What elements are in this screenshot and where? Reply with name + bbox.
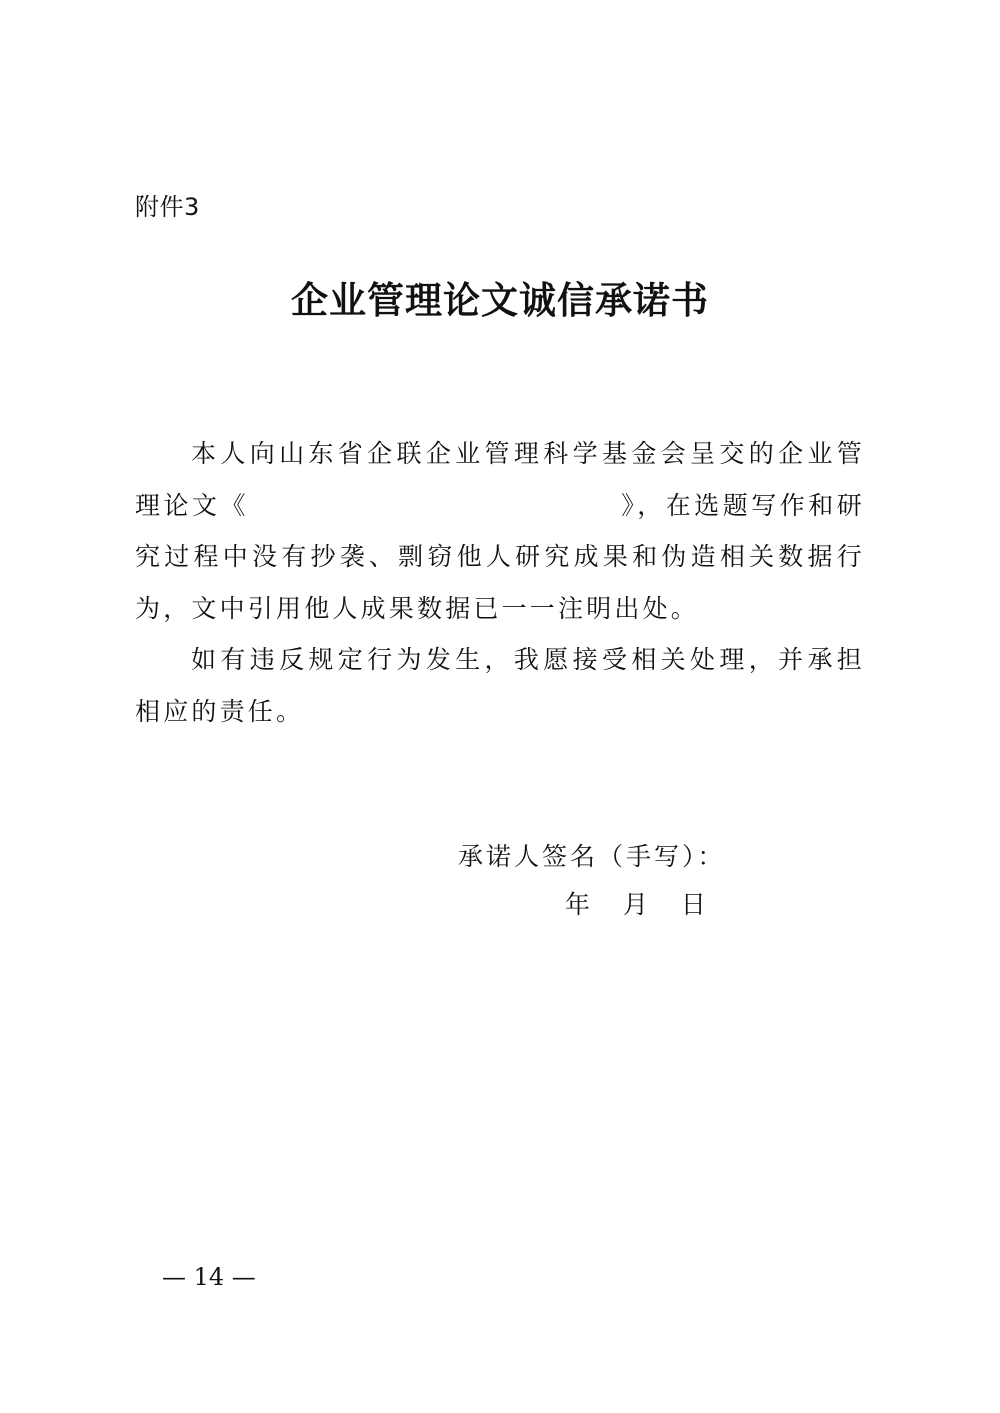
violation-paragraph: 如有违反规定行为发生，我愿接受相关处理，并承担相应的责任。 [135,645,865,726]
signature-label: 承诺人签名（手写）： [458,842,726,871]
document-title: 企业管理论文诚信承诺书 [291,278,709,322]
commitment-paragraph [135,428,865,634]
date-line: 年 月 日 [565,890,706,919]
commitment-body [135,428,865,737]
page-number: — 14 — [162,1263,256,1291]
paragraph-text-after-title: 》，在选题写作和研究过程中没有抄袭、剽窃他人研究成果和伪造相关数据行为，文中引用他人成果数据已一一注明出处。 [135,490,865,623]
signature-block [458,832,758,882]
attachment-label: 附件3 [135,193,200,221]
paragraph-text-before-title: 本人向山东省企联企业管理科学基金会呈交的企业管理论文《 [135,439,865,520]
